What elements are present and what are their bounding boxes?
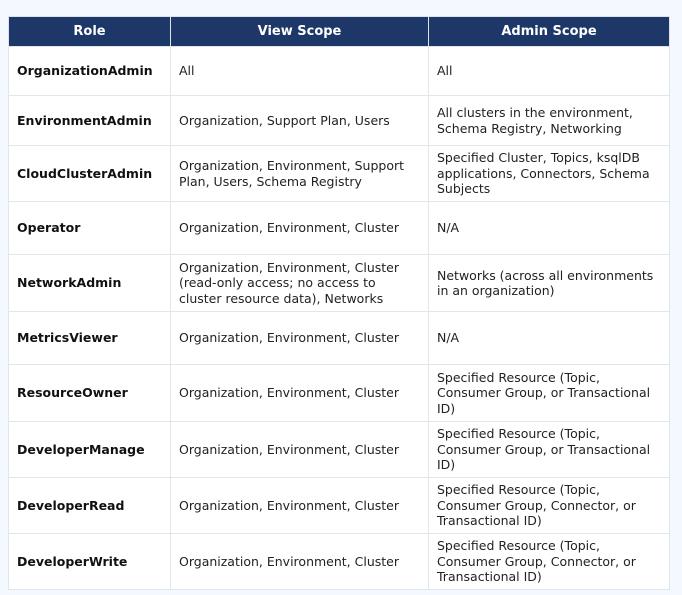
admin-scope-cell: Specified Resource (Topic, Consumer Group, or Transactional ID) bbox=[429, 365, 670, 422]
role-cell: DeveloperWrite bbox=[9, 534, 171, 590]
table-header bbox=[9, 17, 670, 47]
admin-scope-cell: All bbox=[429, 47, 670, 96]
view-scope-cell: Organization, Environment, Cluster bbox=[171, 365, 429, 422]
admin-scope-cell: Networks (across all environments in an organization) bbox=[429, 255, 670, 312]
role-cell: DeveloperRead bbox=[9, 478, 171, 534]
table-row bbox=[9, 255, 670, 312]
role-cell: NetworkAdmin bbox=[9, 255, 171, 312]
view-scope-cell: Organization, Environment, Cluster bbox=[171, 422, 429, 478]
header-view-scope: View Scope bbox=[171, 17, 429, 47]
role-cell: CloudClusterAdmin bbox=[9, 146, 171, 202]
view-scope-cell: Organization, Environment, Cluster bbox=[171, 202, 429, 255]
view-scope-cell: Organization, Environment, Cluster bbox=[171, 534, 429, 590]
role-cell: OrganizationAdmin bbox=[9, 47, 171, 96]
role-cell: DeveloperManage bbox=[9, 422, 171, 478]
table-row bbox=[9, 47, 670, 96]
view-scope-cell: Organization, Environment, Cluster bbox=[171, 478, 429, 534]
header-admin-scope: Admin Scope bbox=[429, 17, 670, 47]
header-role: Role bbox=[9, 17, 171, 47]
view-scope-cell: Organization, Support Plan, Users bbox=[171, 96, 429, 146]
roles-table-container bbox=[8, 16, 669, 590]
table-row bbox=[9, 478, 670, 534]
table-row bbox=[9, 312, 670, 365]
table-row bbox=[9, 422, 670, 478]
admin-scope-cell: N/A bbox=[429, 312, 670, 365]
admin-scope-cell: Specified Resource (Topic, Consumer Group, Connector, or Transactional ID) bbox=[429, 534, 670, 590]
role-cell: MetricsViewer bbox=[9, 312, 171, 365]
table-row bbox=[9, 96, 670, 146]
view-scope-cell: Organization, Environment, Cluster bbox=[171, 312, 429, 365]
role-cell: Operator bbox=[9, 202, 171, 255]
admin-scope-cell: Specified Resource (Topic, Consumer Group, Connector, or Transactional ID) bbox=[429, 478, 670, 534]
admin-scope-cell: All clusters in the environment, Schema Registry, Networking bbox=[429, 96, 670, 146]
view-scope-cell: Organization, Environment, Support Plan, Users, Schema Registry bbox=[171, 146, 429, 202]
admin-scope-cell: N/A bbox=[429, 202, 670, 255]
header-row bbox=[9, 17, 670, 47]
admin-scope-cell: Specified Resource (Topic, Consumer Group, or Transactional ID) bbox=[429, 422, 670, 478]
view-scope-cell: Organization, Environment, Cluster (read-only access; no access to cluster resource data), Networks bbox=[171, 255, 429, 312]
roles-table bbox=[8, 16, 670, 590]
table-row bbox=[9, 534, 670, 590]
admin-scope-cell: Specified Cluster, Topics, ksqlDB applications, Connectors, Schema Subjects bbox=[429, 146, 670, 202]
table-row bbox=[9, 365, 670, 422]
view-scope-cell: All bbox=[171, 47, 429, 96]
role-cell: ResourceOwner bbox=[9, 365, 171, 422]
table-row bbox=[9, 146, 670, 202]
role-cell: EnvironmentAdmin bbox=[9, 96, 171, 146]
table-body bbox=[9, 47, 670, 590]
table-row bbox=[9, 202, 670, 255]
